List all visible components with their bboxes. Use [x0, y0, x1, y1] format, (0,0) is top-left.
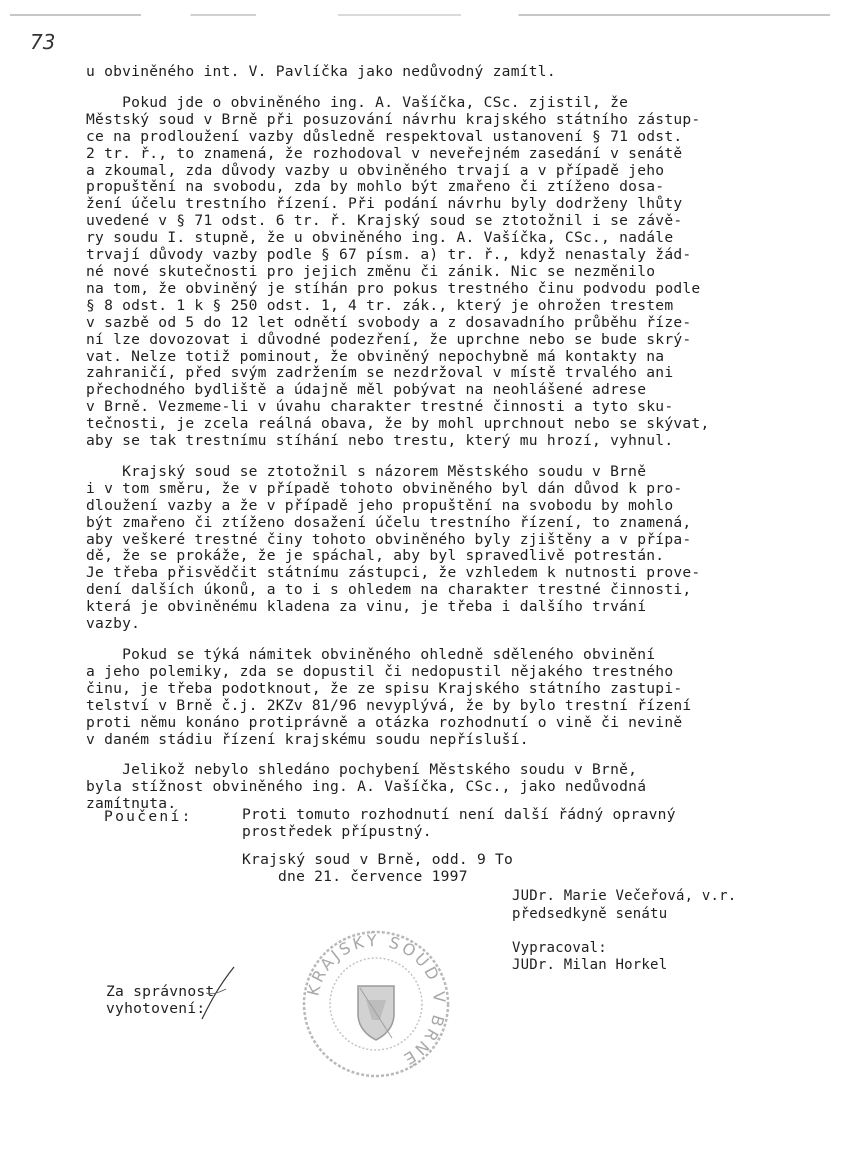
text-line: dloužení vazby a že v případě jeho propuštění na svobodu by mohlo	[86, 496, 674, 514]
paragraph-gap	[86, 81, 776, 95]
text-line: byla stížnost obviněného ing. A. Vašíčka, CSc., jako nedůvodná	[86, 778, 647, 796]
text-line: ce na prodloužení vazby důsledně respektoval ustanovení § 71 odst.	[86, 127, 683, 145]
text-line: žení účelu trestního řízení. Při podání návrhu byly dodrženy lhůty	[86, 195, 683, 213]
text-line: Krajský soud se ztotožnil s názorem Městského soudu v Brně	[86, 462, 647, 480]
text-line: aby se tak trestnímu stíhání nebo trestu, který mu hrozí, vyhnul.	[86, 432, 674, 450]
instruction-text	[242, 806, 676, 840]
judge-signature-block	[512, 887, 736, 923]
text-line: dě, že se prokáže, že je spáchal, aby byl spravedlivě potrestán.	[86, 547, 665, 565]
text-line: i v tom směru, že v případě tohoto obviněného byl dán důvod k pro-	[86, 479, 683, 497]
text-line: né nové skutečnosti pro jejich změnu či zánik. Nic se nezměnilo	[86, 262, 656, 280]
text-line: Pokud se týká námitek obviněného ohledně sděleného obvinění	[86, 646, 656, 663]
text-line: přechodného bydliště a údajně měl pobývat na neohlášené adrese	[86, 381, 647, 399]
decision-date: dne 21. července 1997	[278, 868, 468, 885]
text-line: v sazbě od 5 do 12 let odnětí svobody a z dosavadního průběhu říze-	[86, 313, 692, 331]
prepared-by-block	[512, 940, 667, 974]
text-line: zahraničí, před svým zadržením se nezdržoval v místě trvalého ani	[86, 364, 674, 382]
text-line: propuštění na svobodu, zda by mohlo být zmařeno či ztíženo dosa-	[86, 178, 665, 196]
text-line: dení dalších úkonů, a to i s ohledem na charakter trestné činnosti,	[86, 581, 692, 599]
text-line: tečnosti, je zcela reálná obava, že by mohl uprchnout nebo se skývat,	[86, 415, 710, 433]
text-line: Je třeba přisvědčit státnímu zástupci, že vzhledem k nutnosti prove-	[86, 564, 701, 582]
text-line: v Brně. Vezmeme-li v úvahu charakter trestné činnosti a tyto sku-	[86, 398, 674, 416]
text-line: uvedené v § 71 odst. 6 tr. ř. Krajský soud se ztotožnil i se závě-	[86, 212, 683, 230]
signature-mark	[196, 963, 240, 1023]
prepared-by-label: Vypracoval:	[512, 940, 607, 956]
text-line: u obviněného int. V. Pavlíčka jako nedůvodný zamítl.	[86, 63, 556, 80]
instruction-line: prostředek přípustný.	[242, 823, 432, 840]
paragraph-gap	[86, 633, 776, 647]
text-line: a jeho polemiky, zda se dopustil či nedopustil nějakého trestného	[86, 662, 674, 680]
text-line: telství v Brně č.j. 2KZv 81/96 nevyplývá, že by bylo trestní řízení	[86, 696, 692, 714]
text-line: § 8 odst. 1 k § 250 odst. 1, 4 tr. zák., který je ohrožen trestem	[86, 296, 674, 314]
text-line: Jelikož nebylo shledáno pochybení Městského soudu v Brně,	[86, 761, 638, 779]
text-line: na tom, že obviněný je stíhán pro pokus trestného činu podvodu podle	[86, 279, 701, 297]
page-number: 73	[30, 30, 56, 54]
text-line: která je obviněnému kladena za vinu, je třeba i dalšího trvání	[86, 598, 647, 616]
text-line: aby veškeré trestné činy tohoto obviněného byly zjištěny a v přípa-	[86, 530, 692, 548]
prepared-by-name: JUDr. Milan Horkel	[512, 957, 668, 973]
text-line: v daném stádiu řízení krajskému soudu nepřísluší.	[86, 730, 529, 748]
document-body	[86, 64, 776, 813]
court-name: Krajský soud v Brně, odd. 9 To	[242, 851, 514, 868]
coat-of-arms-icon	[358, 986, 394, 1040]
text-line: Městský soud v Brně při posuzování návrhu krajského státního zástup-	[86, 110, 701, 128]
text-line: trvají důvody vazby podle § 67 písm. a) tr. ř., když nenastaly žád-	[86, 246, 692, 264]
paragraph-gap	[86, 450, 776, 464]
text-line: Pokud jde o obviněného ing. A. Vašíčka, CSc. zjistil, že	[86, 93, 629, 111]
judge-role: předsedkyně senátu	[512, 906, 668, 922]
text-line: činu, je třeba podotknout, že ze spisu Krajského státního zastupi-	[86, 679, 683, 697]
text-line: a zkoumal, zda důvody vazby u obviněného trvají a v případě jeho	[86, 161, 665, 179]
correctness-line: Za správnost	[106, 983, 215, 1000]
instruction-label: Poučení:	[104, 808, 193, 825]
text-line: vazby.	[86, 615, 141, 633]
stamp-text: KRAJSKÝ SOUD V BRNĚ	[303, 930, 450, 1070]
text-line: vat. Nelze totiž pominout, že obviněný nepochybně má kontakty na	[86, 347, 665, 365]
text-line: ní lze dovozovat i důvodné podezření, že uprchne nebo se bude skrý-	[86, 330, 692, 348]
court-stamp	[300, 928, 452, 1080]
text-line: ry soudu I. stupně, že u obviněného ing. A. Vašíčka, CSc., nadále	[86, 229, 674, 247]
judge-name: JUDr. Marie Večeřová, v.r.	[512, 888, 737, 904]
text-line: zamítnuta.	[86, 795, 177, 813]
text-line: být zmařeno či ztíženo dosažení účelu trestního řízení, to znamená,	[86, 513, 692, 531]
text-line: proti němu konáno protiprávně a otázka rozhodnutí o vině či nevině	[86, 713, 683, 731]
text-line: 2 tr. ř., to znamená, že rozhodoval v neveřejném zasedání v senátě	[86, 144, 683, 162]
paragraph-gap	[86, 748, 776, 762]
scan-edge-line	[10, 14, 830, 16]
correctness-line: vyhotovení:	[106, 1000, 206, 1017]
instruction-line: Proti tomuto rozhodnutí není další řádný opravný	[242, 806, 676, 823]
